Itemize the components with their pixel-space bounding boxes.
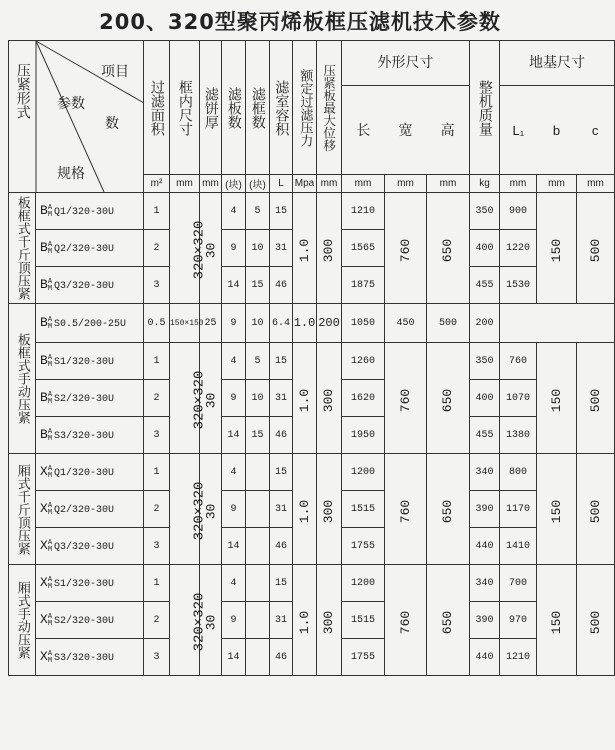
unit-cell: mm xyxy=(500,175,537,193)
weight-cell: 390 xyxy=(470,602,500,639)
plate-count-cell: 4 xyxy=(222,565,246,602)
length-cell: 1050 xyxy=(342,304,385,343)
displacement-cell: 300 xyxy=(317,565,342,676)
height-cell: 650 xyxy=(427,343,470,454)
length-cell: 1515 xyxy=(342,491,385,528)
model-cell: B A M S2/320-30U xyxy=(36,380,144,417)
header-weight: 整机质量 xyxy=(470,41,500,175)
cake-cell: 25 xyxy=(200,304,222,343)
filter-area-cell: 2 xyxy=(144,230,170,267)
b-cell: 150 xyxy=(537,193,577,304)
header-param: 参数 xyxy=(57,96,85,112)
frame-count-cell xyxy=(246,491,270,528)
frame-count-cell: 5 xyxy=(246,343,270,380)
weight-cell: 350 xyxy=(470,193,500,230)
table-row xyxy=(9,565,615,602)
frame-size-cell: 150×150 xyxy=(170,304,200,343)
model-cell: X A M S2/320-30U xyxy=(36,602,144,639)
header-spec: 规格 xyxy=(57,166,85,182)
header-press-type: 压紧形式 xyxy=(14,63,31,119)
length-cell: 1210 xyxy=(342,193,385,230)
pressure-cell: 1.0 xyxy=(293,193,317,304)
header-b: b xyxy=(552,122,561,138)
header-corner xyxy=(9,41,144,193)
plate-count-cell: 4 xyxy=(222,343,246,380)
unit-cell: mm xyxy=(170,175,200,193)
volume-cell: 31 xyxy=(270,491,293,528)
filter-area-cell: 2 xyxy=(144,380,170,417)
header-item: 项目 xyxy=(101,64,129,80)
filter-area-cell: 0.5 xyxy=(144,304,170,343)
l1-cell: 970 xyxy=(500,602,537,639)
unit-cell: (块) xyxy=(246,175,270,193)
weight-cell: 350 xyxy=(470,343,500,380)
header-width: 宽 xyxy=(398,123,413,139)
width-cell: 760 xyxy=(385,454,427,565)
volume-cell: 31 xyxy=(270,602,293,639)
unit-cell: mm xyxy=(537,175,577,193)
model-cell: B A M Q3/320-30U xyxy=(36,267,144,304)
weight-cell: 200 xyxy=(470,304,500,343)
length-cell: 1950 xyxy=(342,417,385,454)
volume-cell: 15 xyxy=(270,193,293,230)
frame-count-cell xyxy=(246,602,270,639)
b-cell: 150 xyxy=(537,454,577,565)
model-cell: X A M Q2/320-30U xyxy=(36,491,144,528)
model-cell: B A M S1/320-30U xyxy=(36,343,144,380)
height-cell: 650 xyxy=(427,454,470,565)
plate-count-cell: 4 xyxy=(222,454,246,491)
frame-count-cell xyxy=(246,454,270,491)
plate-count-cell: 9 xyxy=(222,304,246,343)
plate-count-cell: 14 xyxy=(222,639,246,676)
l1-cell: 1530 xyxy=(500,267,537,304)
length-cell: 1620 xyxy=(342,380,385,417)
b-cell: 150 xyxy=(537,343,577,454)
weight-cell: 400 xyxy=(470,230,500,267)
height-cell: 500 xyxy=(427,304,470,343)
c-cell: 500 xyxy=(577,343,615,454)
displacement-cell: 300 xyxy=(317,193,342,304)
weight-cell: 340 xyxy=(470,454,500,491)
plate-count-cell: 4 xyxy=(222,193,246,230)
length-cell: 1875 xyxy=(342,267,385,304)
unit-cell: mm xyxy=(342,175,385,193)
cake-cell: 30 xyxy=(200,454,222,565)
cake-cell: 30 xyxy=(200,565,222,676)
pressure-cell: 1.0 xyxy=(293,343,317,454)
plate-count-cell: 9 xyxy=(222,380,246,417)
pressure-cell: 1.0 xyxy=(293,565,317,676)
table-row xyxy=(9,454,615,491)
l1-cell: 1170 xyxy=(500,491,537,528)
plate-count-cell: 14 xyxy=(222,528,246,565)
model-cell: B A M S0.5/200-25U xyxy=(36,304,144,343)
unit-cell: mm xyxy=(317,175,342,193)
header-frame-size: 框内尺寸 xyxy=(170,41,200,175)
frame-size-cell: 320×320 xyxy=(170,343,200,454)
header-count: 数 xyxy=(105,116,119,132)
filter-area-cell: 1 xyxy=(144,565,170,602)
filter-area-cell: 3 xyxy=(144,639,170,676)
l1-cell: 1410 xyxy=(500,528,537,565)
group-label: 板框式千斤顶压紧 xyxy=(9,193,36,304)
cake-cell: 30 xyxy=(200,343,222,454)
weight-cell: 455 xyxy=(470,417,500,454)
header-filter-area: 过滤面积 xyxy=(144,41,170,175)
table-row xyxy=(9,304,615,343)
c-cell: 500 xyxy=(577,565,615,676)
frame-count-cell: 15 xyxy=(246,267,270,304)
group-label: 板框式手动压紧 xyxy=(9,304,36,454)
page-title: 200、320型聚丙烯板框压滤机技术参数 xyxy=(99,10,501,34)
weight-cell: 455 xyxy=(470,267,500,304)
length-cell: 1200 xyxy=(342,454,385,491)
plate-count-cell: 9 xyxy=(222,602,246,639)
l1-cell: 1220 xyxy=(500,230,537,267)
l1-cell: 900 xyxy=(500,193,537,230)
header-dimensions: 外形尺寸 长 宽 高 xyxy=(342,41,470,175)
header-c: c xyxy=(591,122,599,138)
l1-cell: 760 xyxy=(500,343,537,380)
volume-cell: 6.4 xyxy=(270,304,293,343)
length-cell: 1515 xyxy=(342,602,385,639)
group-label: 厢式手动压紧 xyxy=(9,565,36,676)
unit-cell: Mpa xyxy=(293,175,317,193)
frame-size-cell: 320×320 xyxy=(170,193,200,304)
group-label: 厢式千斤顶压紧 xyxy=(9,454,36,565)
model-cell: B A M Q2/320-30U xyxy=(36,230,144,267)
length-cell: 1200 xyxy=(342,565,385,602)
width-cell: 760 xyxy=(385,343,427,454)
volume-cell: 31 xyxy=(270,230,293,267)
cake-cell: 30 xyxy=(200,193,222,304)
model-cell: X A M Q3/320-30U xyxy=(36,528,144,565)
frame-count-cell xyxy=(246,565,270,602)
unit-cell: mm xyxy=(427,175,470,193)
frame-count-cell: 10 xyxy=(246,380,270,417)
volume-cell: 46 xyxy=(270,639,293,676)
model-cell: B A M S3/320-30U xyxy=(36,417,144,454)
plate-count-cell: 9 xyxy=(222,230,246,267)
frame-count-cell: 5 xyxy=(246,193,270,230)
length-cell: 1755 xyxy=(342,639,385,676)
frame-size-cell: 320×320 xyxy=(170,454,200,565)
volume-cell: 46 xyxy=(270,417,293,454)
c-cell: 500 xyxy=(577,454,615,565)
unit-cell: m² xyxy=(144,175,170,193)
header-l1: L₁ xyxy=(512,122,525,138)
l1-cell: 700 xyxy=(500,565,537,602)
spec-table xyxy=(8,40,615,676)
header-frame-count: 滤框数 xyxy=(246,41,270,175)
frame-count-cell: 15 xyxy=(246,417,270,454)
header-cake-thickness: 滤饼厚 xyxy=(200,41,222,175)
filter-area-cell: 2 xyxy=(144,602,170,639)
displacement-cell: 300 xyxy=(317,343,342,454)
weight-cell: 390 xyxy=(470,491,500,528)
volume-cell: 46 xyxy=(270,528,293,565)
displacement-cell: 300 xyxy=(317,454,342,565)
table-row xyxy=(9,343,615,380)
header-max-displacement: 压紧板最大位移 xyxy=(317,41,342,175)
length-cell: 1260 xyxy=(342,343,385,380)
height-cell: 650 xyxy=(427,565,470,676)
volume-cell: 46 xyxy=(270,267,293,304)
header-length: 长 xyxy=(356,123,371,139)
width-cell: 450 xyxy=(385,304,427,343)
l1-cell: 800 xyxy=(500,454,537,491)
weight-cell: 440 xyxy=(470,639,500,676)
table-row xyxy=(9,193,615,230)
height-cell: 650 xyxy=(427,193,470,304)
header-rated-pressure: 额定过滤压力 xyxy=(293,41,317,175)
l1-cell xyxy=(500,304,615,343)
filter-area-cell: 1 xyxy=(144,454,170,491)
weight-cell: 340 xyxy=(470,565,500,602)
plate-count-cell: 14 xyxy=(222,417,246,454)
l1-cell: 1380 xyxy=(500,417,537,454)
filter-area-cell: 3 xyxy=(144,528,170,565)
frame-count-cell xyxy=(246,528,270,565)
frame-size-cell: 320×320 xyxy=(170,565,200,676)
weight-cell: 400 xyxy=(470,380,500,417)
volume-cell: 15 xyxy=(270,565,293,602)
weight-cell: 440 xyxy=(470,528,500,565)
unit-cell: mm xyxy=(577,175,615,193)
width-cell: 760 xyxy=(385,565,427,676)
displacement-cell: 200 xyxy=(317,304,342,343)
unit-cell: mm xyxy=(200,175,222,193)
filter-area-cell: 3 xyxy=(144,417,170,454)
unit-cell: mm xyxy=(385,175,427,193)
frame-count-cell xyxy=(246,639,270,676)
plate-count-cell: 14 xyxy=(222,267,246,304)
header-foundation: 地基尺寸 L₁ b c xyxy=(500,41,615,175)
frame-count-cell: 10 xyxy=(246,304,270,343)
pressure-cell: 1.0 xyxy=(293,454,317,565)
model-cell: X A M S1/320-30U xyxy=(36,565,144,602)
pressure-cell: 1.0 xyxy=(293,304,317,343)
unit-cell: (块) xyxy=(222,175,246,193)
b-cell: 150 xyxy=(537,565,577,676)
filter-area-cell: 1 xyxy=(144,343,170,380)
model-cell: X A M S3/320-30U xyxy=(36,639,144,676)
header-row xyxy=(9,41,615,175)
l1-cell: 1070 xyxy=(500,380,537,417)
filter-area-cell: 2 xyxy=(144,491,170,528)
filter-area-cell: 3 xyxy=(144,267,170,304)
l1-cell: 1210 xyxy=(500,639,537,676)
frame-count-cell: 10 xyxy=(246,230,270,267)
c-cell: 500 xyxy=(577,193,615,304)
header-plate-count: 滤板数 xyxy=(222,41,246,175)
volume-cell: 15 xyxy=(270,454,293,491)
unit-cell: L xyxy=(270,175,293,193)
model-cell: X A M Q1/320-30U xyxy=(36,454,144,491)
volume-cell: 31 xyxy=(270,380,293,417)
filter-area-cell: 1 xyxy=(144,193,170,230)
length-cell: 1565 xyxy=(342,230,385,267)
width-cell: 760 xyxy=(385,193,427,304)
volume-cell: 15 xyxy=(270,343,293,380)
model-cell: B A M Q1/320-30U xyxy=(36,193,144,230)
header-chamber-volume: 滤室容积 xyxy=(270,41,293,175)
length-cell: 1755 xyxy=(342,528,385,565)
header-height: 高 xyxy=(440,123,455,139)
plate-count-cell: 9 xyxy=(222,491,246,528)
unit-cell: kg xyxy=(470,175,500,193)
